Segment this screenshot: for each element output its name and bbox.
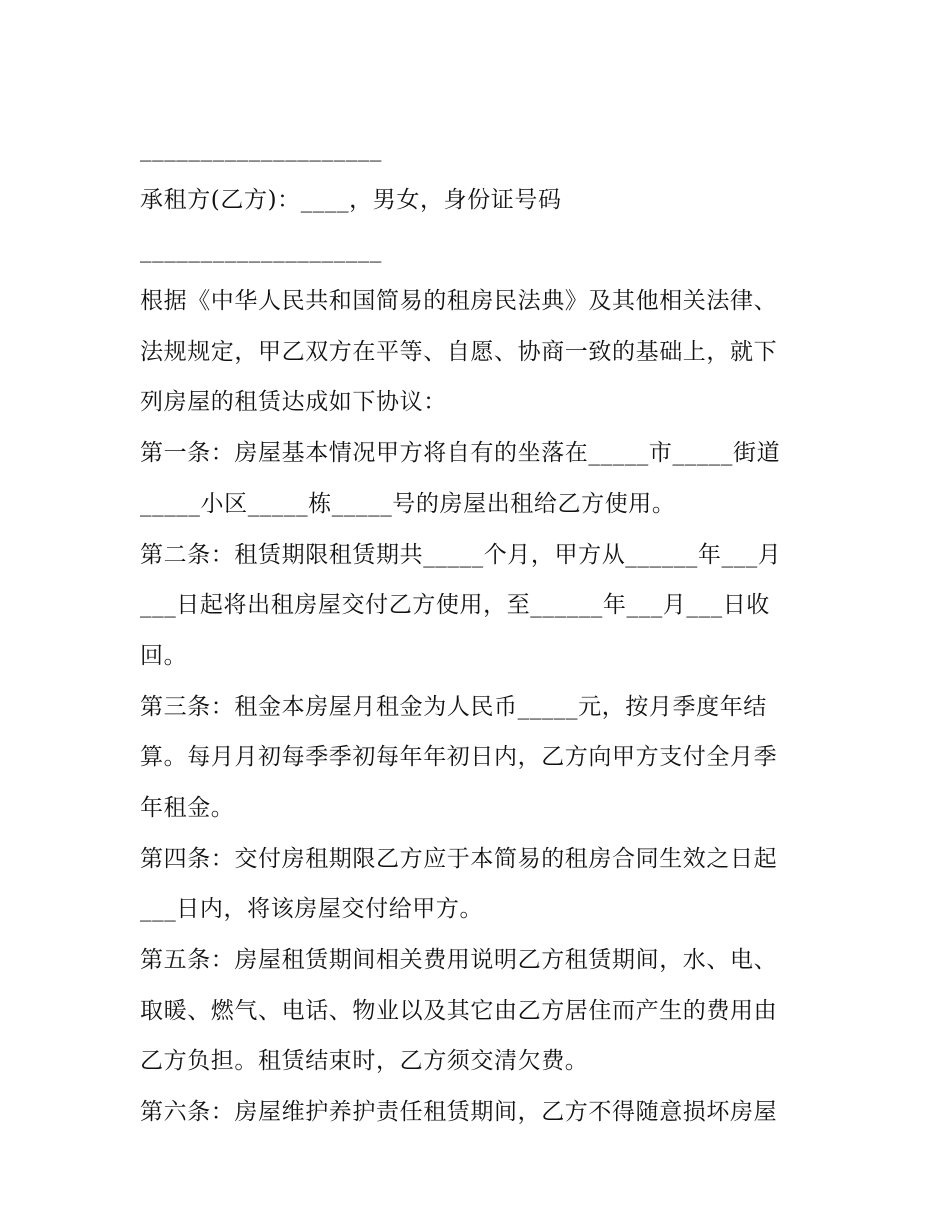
preamble-line: 列房屋的租赁达成如下协议： <box>140 389 447 416</box>
article-4-line: 第四条：交付房租期限乙方应于本简易的租房合同生效之日起 <box>140 845 778 872</box>
article-1-line: 第一条：房屋基本情况甲方将自有的坐落在_____市_____街道 <box>140 440 781 467</box>
signature-blank-line: ____________________ <box>140 237 382 264</box>
article-5-line: 取暖、燃气、电话、物业以及其它由乙方居住而产生的费用由 <box>140 997 778 1024</box>
article-5-line: 第五条：房屋租赁期间相关费用说明乙方租赁期间，水、电、 <box>140 947 778 973</box>
article-4-line: ___日内，将该房屋交付给甲方。 <box>140 896 484 923</box>
article-1-line: _____小区_____栋_____号的房屋出租给乙方使用。 <box>140 490 676 517</box>
article-3-line: 年租金。 <box>140 794 235 821</box>
article-2-line: ___日起将出租房屋交付乙方使用，至______年___月___日收 <box>140 592 770 619</box>
article-5-line: 乙方负担。租赁结束时，乙方须交清欠费。 <box>140 1048 589 1075</box>
article-3-line: 第三条：租金本房屋月租金为人民币_____元，按月季度年结 <box>140 693 767 720</box>
article-3-line: 算。每月月初每季季初每年年初日内，乙方向甲方支付全月季 <box>140 744 778 771</box>
lessee-line: 承租方(乙方)：____，男女，身份证号码 <box>140 186 562 213</box>
article-2-line: 回。 <box>140 642 188 669</box>
article-6-line: 第六条：房屋维护养护责任租赁期间，乙方不得随意损坏房屋 <box>140 1099 778 1126</box>
article-2-line: 第二条：租赁期限租赁期共_____个月，甲方从______年___月 <box>140 541 782 568</box>
preamble-line: 法规规定，甲乙双方在平等、自愿、协商一致的基础上，就下 <box>140 338 778 365</box>
signature-blank-line: ____________________ <box>140 136 382 162</box>
contract-text <box>140 124 820 1138</box>
preamble-line: 根据《中华人民共和国简易的租房民法典》及其他相关法律、 <box>140 288 778 315</box>
